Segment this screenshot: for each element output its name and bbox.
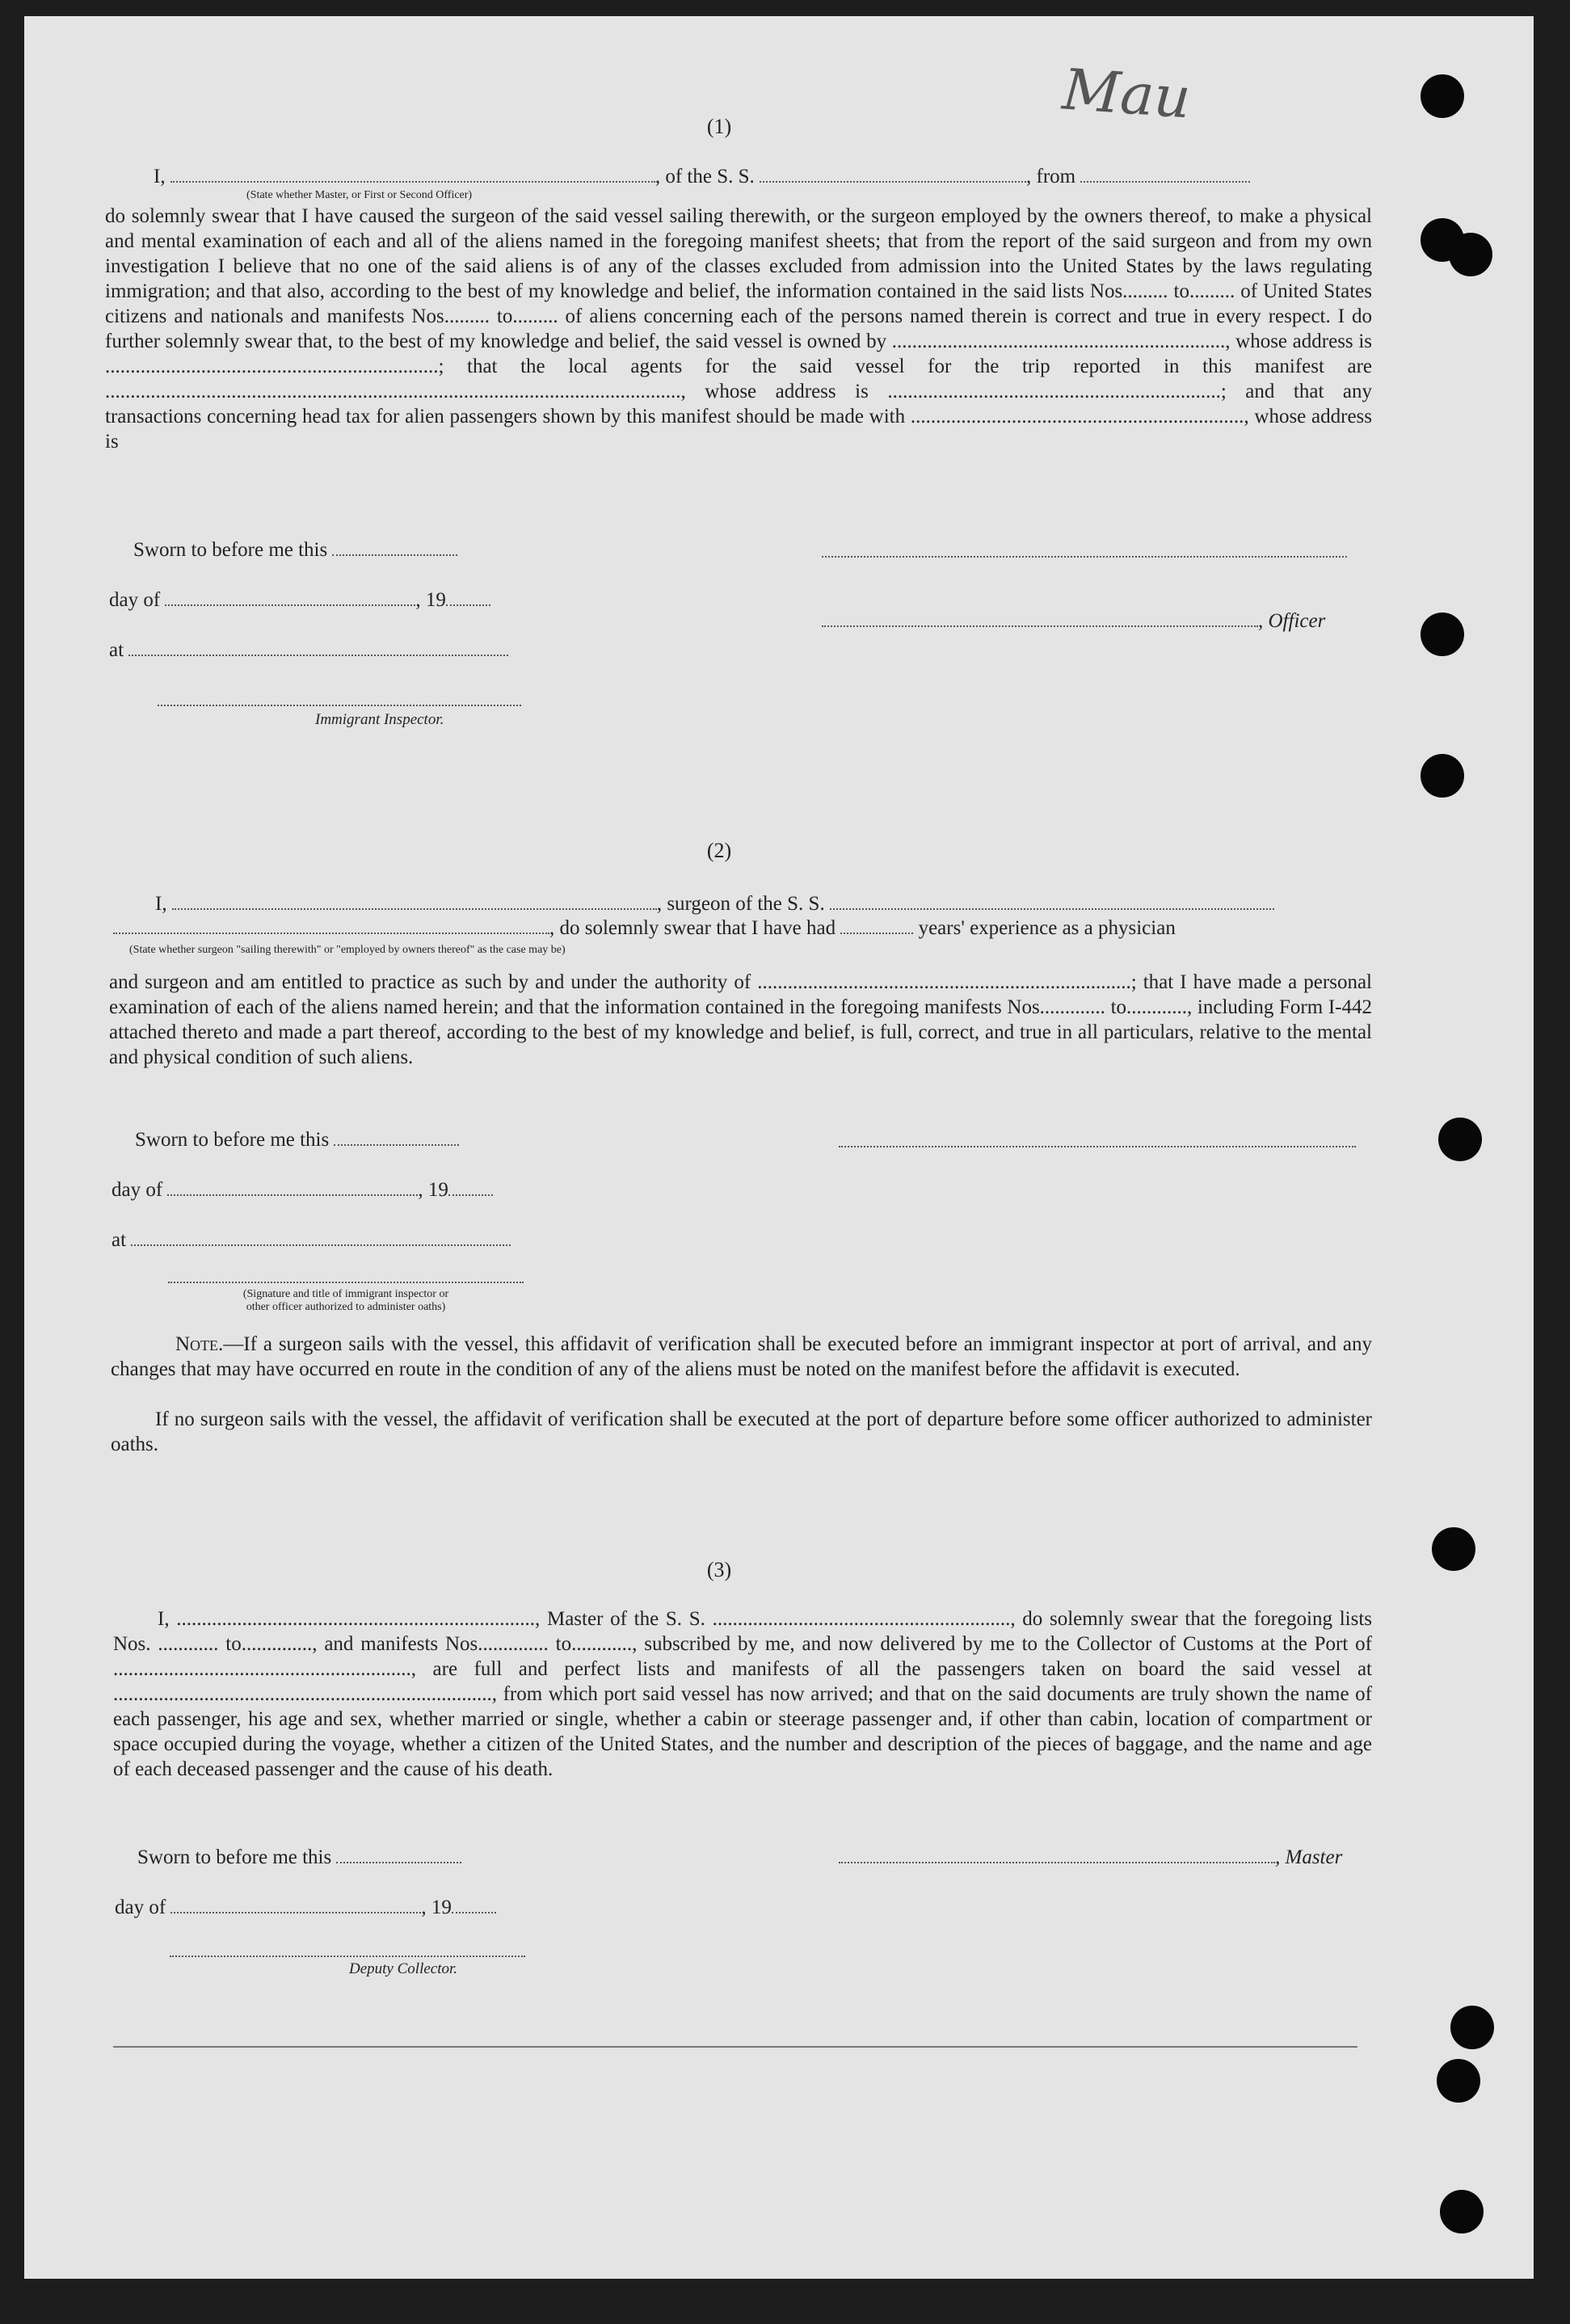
- place-field: [131, 1227, 511, 1246]
- master-label: , Master: [1275, 1846, 1343, 1868]
- inspector-caption: Immigrant Inspector.: [315, 711, 444, 728]
- month-field: [167, 1177, 418, 1196]
- day-of-label: day of: [112, 1179, 163, 1201]
- year-label: , 19: [415, 589, 446, 611]
- document-page: [24, 16, 1534, 2279]
- punch-hole: [1440, 2190, 1484, 2233]
- section-2-line-1: [155, 890, 1274, 916]
- vessel-name-field: [760, 163, 1026, 183]
- surgeon-name-field: [172, 890, 657, 910]
- sworn-day-field: [336, 1844, 461, 1863]
- physician-label: years' experience as a physician: [918, 917, 1176, 939]
- punch-hole: [1438, 1118, 1482, 1161]
- punch-hole: [1421, 754, 1464, 798]
- punch-hole: [1421, 74, 1464, 118]
- inspector-signature-line: [158, 705, 521, 706]
- note-paragraph-1: [111, 1332, 1372, 1382]
- master-signature-line: [839, 1844, 1342, 1869]
- section-2-pronoun: I,: [155, 893, 167, 915]
- section-1-vessel-label: , of the S. S.: [655, 166, 755, 187]
- signature-caption-1: (Signature and title of immigrant inspector or: [242, 1288, 449, 1300]
- sworn-day-field: [332, 537, 457, 556]
- punch-hole: [1449, 233, 1492, 276]
- punch-hole: [1437, 2059, 1480, 2103]
- section-3-sworn-line: [137, 1844, 461, 1869]
- year-label: , 19: [418, 1179, 448, 1201]
- sworn-label: Sworn to before me this: [137, 1846, 332, 1868]
- note-paragraph-2: If no surgeon sails with the vessel, the affidavit of verification shall be executed at the port of departure before some officer authorized to administer oaths.: [111, 1408, 1372, 1455]
- section-1-pronoun: I,: [154, 166, 166, 187]
- year-field: [448, 1177, 493, 1196]
- section-2-sworn-line: [135, 1126, 459, 1151]
- sworn-label: Sworn to before me this: [133, 539, 328, 561]
- section-1-oath-text: do solemnly swear that I have caused the surgeon of the said vessel sailing therewith, or the surgeon employed by the owners thereof, to make a physical and mental examination of each and all of the aliens named in the foregoing manifest sheets; that from the report of the said surgeon and from my own investigation I believe that no one of the said aliens is of any of the classes excluded from admission into the United States by the laws regulating immigration; and that also, according to the best of my knowledge and belief, the information contained in the said lists Nos......... to......... of United States citizens and nationals and manifests Nos......... to......... of aliens concerning each of the persons named therein is correct and true in every respect. I do further solemnly swear that, to the best of my knowledge and belief, the said vessel is owned by .................................................................., whose address is ..................................................................; that the local agents for the said vessel for the trip reported in this manifest are .................................................................................................................., whose address is ..................................................................; and that any transactions concerning head tax for alien passengers shown by this manifest should be made with .................................................................., whose address is: [105, 205, 1372, 453]
- section-2-at-line: [112, 1227, 511, 1252]
- section-3-oath-text: I, ......................................................................., Master of the S. S. ..........................................................., do solemnly swear that the foregoing lists Nos. ............ to.............., and manifests Nos.............. to............, subscribed by me, and now delivered by me to the Collector of Customs at the Port of ..........................................................., are full and perfect lists and manifests of all the passengers taken on board the said vessel at ..........................................................................., from which port said vessel has now arrived; and that on the said documents are truly shown the name of each passenger, his age and sex, whether married or single, whether a cabin or steerage passenger and, if other than cabin, location of compartment or space occupied during the voyage, whether a citizen of the United States, and the number and description of the pieces of baggage, and the name and age of each deceased passenger and the cause of his death.: [113, 1608, 1372, 1780]
- day-of-label: day of: [109, 589, 161, 611]
- surgeon-vessel-label: , surgeon of the S. S.: [656, 893, 825, 915]
- officer-rank-caption: (State whether Master, or First or Second Officer): [246, 189, 473, 201]
- surgeon-signature-line: [839, 1146, 1356, 1147]
- punch-hole: [1421, 613, 1464, 656]
- experience-years-field: [840, 915, 913, 934]
- section-3-date-line: [115, 1894, 496, 1919]
- day-of-label: day of: [115, 1897, 166, 1918]
- officer-rank-field: [170, 163, 655, 183]
- month-field: [170, 1894, 421, 1914]
- punch-hole: [1432, 1527, 1475, 1571]
- handwritten-note: Mau: [1060, 56, 1193, 132]
- departure-port-field: [1080, 163, 1250, 183]
- inspector-signature-line: [168, 1282, 524, 1283]
- note-label: Note.: [175, 1333, 224, 1355]
- sworn-day-field: [334, 1126, 459, 1146]
- master-signature-field: [839, 1844, 1275, 1863]
- at-label: at: [112, 1229, 127, 1251]
- surgeon-status-field: [113, 915, 549, 934]
- officer-signature-line: [822, 608, 1325, 633]
- officer-label: , Officer: [1258, 610, 1326, 632]
- note-text-1: —If a surgeon sails with the vessel, this affidavit of verification shall be executed before an immigrant inspector at port of arrival, and any changes that may have occurred en route in the condition of any of the aliens must be noted on the manifest before the affidavit is executed.: [111, 1333, 1372, 1380]
- place-field: [128, 637, 508, 656]
- year-field: [452, 1894, 496, 1914]
- master-signature-line: [822, 556, 1347, 558]
- section-1-from-label: , from: [1026, 166, 1076, 187]
- bottom-rule: [113, 2046, 1357, 2048]
- collector-signature-line: [170, 1956, 525, 1957]
- section-2-number: (2): [706, 839, 732, 862]
- year-field: [446, 587, 490, 606]
- surgeon-vessel-field: [830, 890, 1274, 910]
- section-2-oath-text: and surgeon and am entitled to practice as such by and under the authority of ..........................................................................; that I have made a personal examination of each of the aliens named herein; and that the information contained in the foregoing manifests Nos............. to............, including Form I-442 attached thereto and made a part thereof, according to the best of my knowledge and belief, is full, correct, and true in all particulars, relative to the mental and physical condition of such aliens.: [109, 971, 1372, 1068]
- year-label: , 19: [421, 1897, 452, 1918]
- sworn-label: Sworn to before me this: [135, 1129, 330, 1151]
- section-1-number: (1): [706, 115, 732, 138]
- punch-hole: [1450, 2006, 1494, 2049]
- section-2-line-2: [113, 915, 1176, 940]
- section-1-oath-line: [154, 163, 1250, 188]
- experience-label: , do solemnly swear that I have had: [549, 917, 836, 939]
- surgeon-status-caption: (State whether surgeon "sailing therewith" or "employed by owners thereof" as the case may be): [129, 944, 566, 956]
- section-1-at-line: [109, 637, 508, 662]
- section-3-number: (3): [706, 1558, 732, 1581]
- section-1-sworn-line: [133, 537, 457, 562]
- section-1-date-line: [109, 587, 490, 612]
- signature-caption-2: other officer authorized to administer oaths): [246, 1301, 446, 1313]
- section-2-date-line: [112, 1177, 493, 1202]
- collector-caption: Deputy Collector.: [349, 1960, 458, 1977]
- month-field: [165, 587, 415, 606]
- at-label: at: [109, 639, 124, 661]
- officer-signature-field: [822, 608, 1258, 627]
